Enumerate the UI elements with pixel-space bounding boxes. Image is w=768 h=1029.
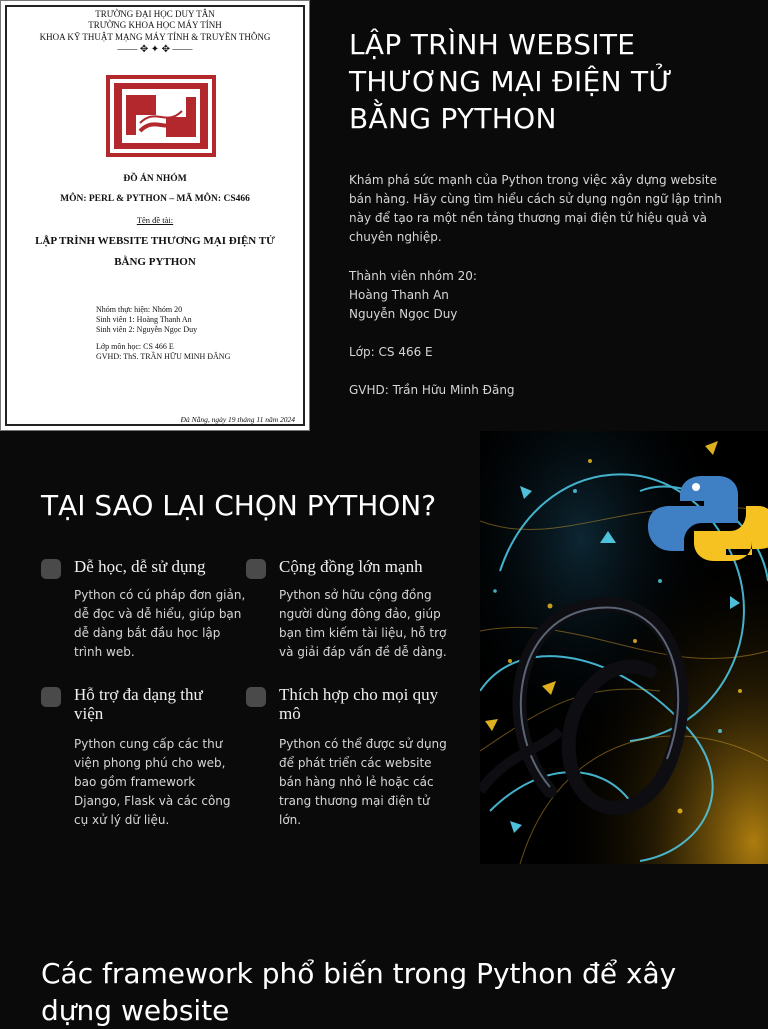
feature-libraries — [74, 685, 234, 830]
cover-ornament: —— ✥ ✦ ✥ —— — [117, 44, 193, 55]
hero-description: Khám phá sức mạnh của Python trong việc xây dựng website bán hàng. Hãy cùng tìm hiểu cách sử dụng ngôn ngữ lập trình này để tạo ra một nền tảng thương mại điện tử hiệu quả và chuyên nghiệp. — [349, 173, 722, 244]
feature-title: Dễ học, dễ sử dụng — [74, 557, 206, 576]
cover-topic-label: Tên đề tài: — [136, 215, 174, 225]
cover-topic-line-2: BẰNG PYTHON — [114, 256, 196, 268]
feature-title: Cộng đồng lớn mạnh — [279, 557, 423, 576]
cover-course: MÔN: PERL & PYTHON – MÃ MÔN: CS466 — [60, 194, 250, 204]
cover-advisor: GVHD: ThS. TRẦN HỮU MINH ĐĂNG — [96, 352, 231, 361]
cover-page-image — [0, 0, 310, 431]
cover-date: Đà Nẵng, ngày 19 tháng 11 năm 2024 — [180, 415, 295, 424]
university-logo — [106, 75, 216, 157]
cover-university: TRƯỜNG ĐẠI HỌC DUY TÂN — [95, 9, 215, 19]
cover-faculty: KHOA KỸ THUẬT MẠNG MÁY TÍNH & TRUYỀN THÔNG — [39, 32, 271, 42]
member-1: Hoàng Thanh An — [349, 288, 449, 302]
cover-student-1: Sinh viên 1: Hoàng Thanh An — [96, 315, 192, 324]
cover-group: Nhóm thực hiện: Nhóm 20 — [96, 305, 183, 314]
cover-school: TRƯỜNG KHOA HỌC MÁY TÍNH — [88, 20, 222, 30]
feature-title: Hỗ trợ đa dạng thư viện — [74, 685, 203, 723]
checkbox-icon — [41, 687, 61, 707]
advisor-info: GVHD: Trần Hữu Minh Đăng — [349, 383, 515, 397]
python-illustration — [480, 431, 768, 864]
checkbox-icon — [41, 559, 61, 579]
feature-easy-to-learn — [74, 557, 249, 662]
cover-report-title: ĐỒ ÁN NHÓM — [123, 174, 187, 184]
hero-title: LẬP TRÌNH WEBSITE THƯƠNG MẠI ĐIỆN TỬ BẰNG PYTHON — [349, 28, 673, 135]
frameworks-title: Các framework phổ biến trong Python để xây dựng website — [41, 957, 677, 1027]
feature-scalability — [279, 685, 447, 830]
member-2: Nguyễn Ngọc Duy — [349, 307, 458, 321]
cover-student-2: Sinh viên 2: Nguyễn Ngọc Duy — [96, 325, 198, 334]
cover-class: Lớp môn học: CS 466 E — [96, 342, 174, 351]
why-python-title: TẠI SAO LẠI CHỌN PYTHON? — [41, 489, 437, 522]
checkbox-icon — [246, 559, 266, 579]
feature-description: Python có thể được sử dụng để phát triển các website bán hàng nhỏ lẻ hoặc các trang thương mại điện tử lớn. — [279, 737, 447, 827]
cover-topic-line-1: LẬP TRÌNH WEBSITE THƯƠNG MẠI ĐIỆN TỬ — [35, 235, 275, 247]
feature-description: Python có cú pháp đơn giản, dễ đọc và dễ hiểu, giúp bạn dễ dàng bắt đầu học lập trình web. — [74, 588, 246, 659]
feature-community — [279, 557, 447, 662]
members-label: Thành viên nhóm 20: — [349, 269, 477, 283]
feature-title: Thích hợp cho mọi quy mô — [279, 685, 439, 723]
feature-description: Python cung cấp các thư viện phong phú cho web, bao gồm framework Django, Flask và các công cụ xử lý dữ liệu. — [74, 737, 231, 827]
cover-border — [5, 5, 305, 426]
checkbox-icon — [246, 687, 266, 707]
feature-description: Python sở hữu cộng đồng người dùng đông đảo, giúp bạn tìm kiếm tài liệu, hỗ trợ và giải đáp vấn đề dễ dàng. — [279, 588, 447, 659]
class-info: Lớp: CS 466 E — [349, 345, 433, 359]
